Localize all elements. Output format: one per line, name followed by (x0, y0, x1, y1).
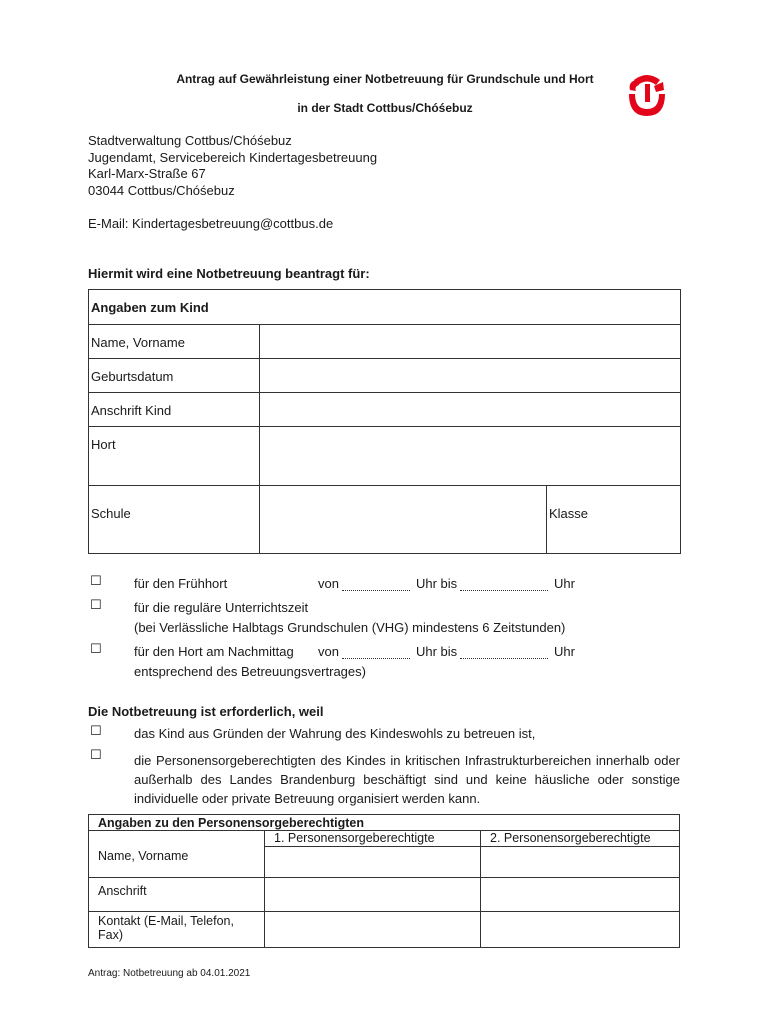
child-hort-field[interactable] (260, 427, 681, 486)
uhr-bis-label: Uhr bis (416, 576, 458, 591)
guardian-name-label: Name, Vorname (89, 831, 265, 878)
child-name-label: Name, Vorname (89, 325, 260, 359)
guardian-col2-header: 2. Personensorgeberechtigte (481, 831, 680, 847)
afternoon-label: für den Hort am Nachmittag (134, 644, 294, 659)
regular-note: (bei Verlässliche Halbtags Grundschulen (VHG) mindestens 6 Zeitstunden) (134, 620, 566, 635)
early-to-field[interactable] (460, 578, 548, 591)
guardian1-name-field[interactable] (265, 847, 481, 878)
child-header: Angaben zum Kind (89, 290, 681, 325)
reason-option-1: das Kind aus Gründen der Wahrung des Kindeswohls zu betreuen ist, (134, 726, 536, 741)
early-from-field[interactable] (342, 578, 410, 591)
form-subtitle: in der Stadt Cottbus/Chóśebuz (297, 101, 473, 115)
checkbox-afternoon[interactable]: ☐ (90, 642, 102, 657)
guardians-table (88, 814, 680, 948)
von-label: von (318, 576, 339, 591)
early-label: für den Frühhort (134, 576, 228, 591)
child-table (88, 289, 681, 554)
email-line: E-Mail: Kindertagesbetreuung@cottbus.de (88, 216, 334, 231)
child-address-field[interactable] (260, 393, 681, 427)
child-school-field[interactable] (260, 486, 547, 554)
form-title: Antrag auf Gewährleistung einer Notbetreuung für Grundschule und Hort (176, 72, 594, 86)
child-school-label: Schule (89, 486, 260, 554)
afternoon-from-field[interactable] (342, 646, 410, 659)
guardian1-contact-field[interactable] (265, 912, 481, 948)
address-line: Karl-Marx-Straße 67 (88, 166, 206, 181)
guardian-col1-header: 1. Personensorgeberechtigte (265, 831, 481, 847)
guardian2-contact-field[interactable] (481, 912, 680, 948)
checkbox-reason-2[interactable]: ☐ (90, 748, 102, 763)
address-line: 03044 Cottbus/Chóśebuz (88, 182, 235, 198)
uhr-bis-label: Uhr bis (416, 644, 458, 659)
intro-heading: Hiermit wird eine Notbetreuung beantragt für: (88, 266, 370, 281)
checkbox-regular[interactable]: ☐ (90, 598, 102, 613)
afternoon-note: entsprechend des Betreuungsvertrages) (134, 664, 366, 679)
child-address-label: Anschrift Kind (89, 393, 260, 427)
child-birthdate-field[interactable] (260, 359, 681, 393)
regular-label: für die reguläre Unterrichtszeit (134, 600, 309, 615)
address-line: Stadtverwaltung Cottbus/Chóśebuz (88, 133, 292, 148)
address-line: Jugendamt, Servicebereich Kindertagesbetreuung (88, 149, 378, 165)
von-label: von (318, 644, 339, 659)
guardian2-name-field[interactable] (481, 847, 680, 878)
reason-option-2: die Personensorgeberechtigten des Kindes in kritischen Infrastrukturbereichen innerhalb oder außerhalb des Landes Brandenburg beschäftigt sind und keine häusliche oder sonstige individuelle oder private Betreuung organisiert werden kann. (134, 753, 680, 806)
address-block (88, 133, 377, 199)
child-class-label: Klasse (547, 486, 681, 554)
uhr-label: Uhr (554, 576, 575, 591)
guardian-contact-label: Kontakt (E-Mail, Telefon, Fax) (89, 912, 265, 948)
guardian1-address-field[interactable] (265, 878, 481, 912)
child-birthdate-label: Geburtsdatum (89, 359, 260, 393)
checkbox-reason-1[interactable]: ☐ (90, 724, 102, 739)
afternoon-to-field[interactable] (460, 646, 548, 659)
uhr-label: Uhr (554, 644, 575, 659)
cottbus-logo (626, 72, 668, 118)
guardian-address-label: Anschrift (89, 878, 265, 912)
child-name-field[interactable] (260, 325, 681, 359)
footer-note: Antrag: Notbetreuung ab 04.01.2021 (88, 968, 251, 979)
child-hort-label: Hort (89, 427, 260, 486)
reason-heading: Die Notbetreuung ist erforderlich, weil (88, 704, 324, 719)
checkbox-early[interactable]: ☐ (90, 574, 102, 589)
guardian2-address-field[interactable] (481, 878, 680, 912)
guardians-header: Angaben zu den Personensorgeberechtigten (89, 815, 680, 831)
